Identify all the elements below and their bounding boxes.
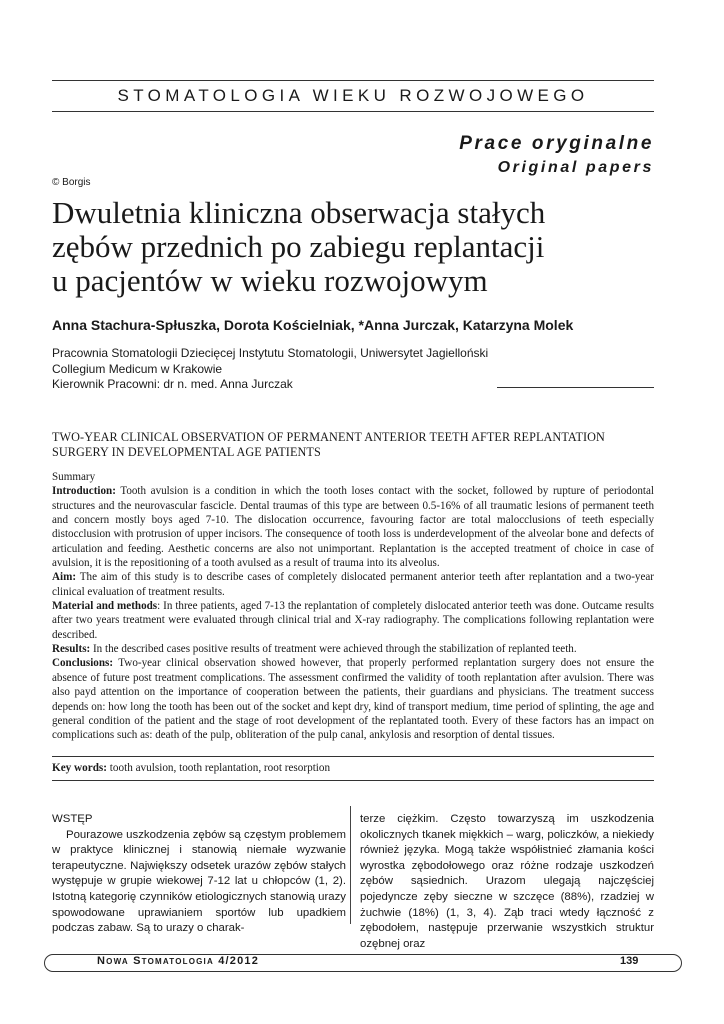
page-number: 139: [620, 955, 639, 967]
affiliation-line: Collegium Medicum w Krakowie: [52, 361, 223, 376]
summary-methods: [52, 599, 654, 642]
affiliation: [52, 346, 488, 393]
summary-results: [52, 642, 654, 656]
title-line: Dwuletnia kliniczna obserwacja stałych: [52, 195, 546, 230]
affiliation-line: Kierownik Pracowni: dr n. med. Anna Jurczak: [52, 377, 293, 391]
summary-conclusions: [52, 656, 654, 742]
body-paragraph: Pourazowe uszkodzenia zębów są częstym problemem w praktyce klinicznej i stanowią niemałe wyzwanie terapeutyczne. Największy odsetek urazów zębów stałych występuje w grupie wiekowej 7-12 lat u chłopców (1, 2). Istotną kategorię czynników etiologicznych stanowią urazy spowodowane uprawianiem sportów lub upadkiem podczas zabaw. Są to urazy o charak-: [52, 828, 346, 935]
column-divider: [350, 806, 351, 924]
affiliation-line: Pracownia Stomatologii Dziecięcej Instytutu Stomatologii, Uniwersytet Jagielloński: [52, 346, 489, 360]
summary-block: [52, 470, 654, 743]
category-english: Original papers: [497, 159, 654, 176]
section-text: The aim of this study is to describe cases of completely dislocated permanent anterior teeth after replantation and a two-year clinical evaluation of treatment results.: [52, 571, 654, 598]
title-line: zębów przednich po zabiegu replantacji: [52, 229, 545, 264]
copyright-notice: © Borgis: [52, 177, 91, 188]
summary-heading: Summary: [52, 471, 96, 483]
article-title: [52, 196, 652, 298]
category-polish: Prace oryginalne: [459, 133, 654, 154]
footer-journal: Nowa Stomatologia 4/2012: [94, 955, 262, 967]
journal-name: STOMATOLOGIA WIEKU ROZWOJOWEGO: [117, 86, 589, 105]
section-label: Conclusions:: [52, 657, 114, 670]
keywords-label: Key words:: [52, 762, 107, 774]
top-rule: [52, 80, 654, 81]
body-paragraph: terze ciężkim. Często towarzyszą im uszkodzenia okolicznych tkanek miękkich – warg, policzków, a niekiedy również języka. Mogą także współistnieć złamania kości wyrostka zębodołowego oraz różne rodzaje uszkodzeń zębów sąsiednich. Urazom ulegają najczęściej pojedyncze zęby sieczne w szczęce (88%), rzadziej w żuchwie (18%) (1, 3, 4). Ząb traci wtedy łączność z zębodołem, następuje przerwanie wszystkich struktur ozębnej oraz: [360, 813, 654, 950]
section-heading: WSTĘP: [52, 813, 93, 825]
body-column-right: [360, 812, 654, 952]
english-title-line: SURGERY IN DEVELOPMENTAL AGE PATIENTS: [52, 445, 321, 459]
keywords-bottom-rule: [52, 780, 654, 781]
section-text: Two-year clinical observation showed however, that properly performed replantation surgery does not ensure the absence of future post treatment complications. The assessment confirmed the validity of tooth replantation after avulsion. There was also payd attention on the importance of cooperation between the patients, their guardians and physicians. The treatment success depends on: how long the tooth has been out of the socket and kept dry, kind of transport medium, time period of splinting, the age and general condition of the patient and the stage of root development of the replantated tooth. Every of these factors has an impact on complications such as: death of the pulp, obliteration of the pulp canal, ankylosis and resorption of dental tissues.: [52, 657, 654, 742]
section-label: Aim:: [52, 571, 77, 584]
section-text: Tooth avulsion is a condition in which the tooth loses contact with the socket, followed by rupture of periodontal structures and the neurovascular fascicle. Dental traumas of this type are between 0.5-16% of all traumatic lesions of permanent teeth and concern mostly boys aged 7-10. The dislocation occurrence, favouring factor are total malocclusions of teeth especially distocclusion with protrusion of upper incisors. The consequence of tooth loss is underdevelopment of the alveolar bone and defects of articulation and feeding. Aesthetic concerns are also not unimportant. Replantation is the accepted treatment of choice in case of avulsion, it is the repositioning of a tooth avulsed as a result of trauma into its alveolus.: [52, 485, 654, 570]
title-line: u pacjentów w wieku rozwojowym: [52, 263, 488, 298]
summary-introduction: [52, 484, 654, 570]
section-label: Material and methods: [52, 600, 158, 613]
section-label: Introduction:: [52, 485, 116, 498]
section-label: Results:: [52, 643, 91, 656]
keywords: [52, 762, 330, 774]
body-column-left: [52, 812, 346, 937]
english-title: [52, 430, 652, 460]
keywords-top-rule: [52, 756, 654, 757]
author-list: Anna Stachura-Spłuszka, Dorota Kościelniak, *Anna Jurczak, Katarzyna Molek: [52, 317, 574, 333]
keywords-text: tooth avulsion, tooth replantation, root resorption: [107, 762, 331, 774]
section-text: In the described cases positive results of treatment were achieved through the stabilization of replanted teeth.: [90, 643, 577, 656]
english-title-line: TWO-YEAR CLINICAL OBSERVATION OF PERMANENT ANTERIOR TEETH AFTER REPLANTATION: [52, 430, 605, 444]
summary-aim: [52, 570, 654, 599]
header-rule: [52, 111, 654, 112]
affiliation-rule: [497, 387, 654, 388]
section-text: : In three patients, aged 7-13 the replantation of completely dislocated anterior teeth was done. Outcame results after two years treatment were evaluated through clinical trial and X-ray radiography. The complications following replantation were described.: [52, 600, 654, 641]
